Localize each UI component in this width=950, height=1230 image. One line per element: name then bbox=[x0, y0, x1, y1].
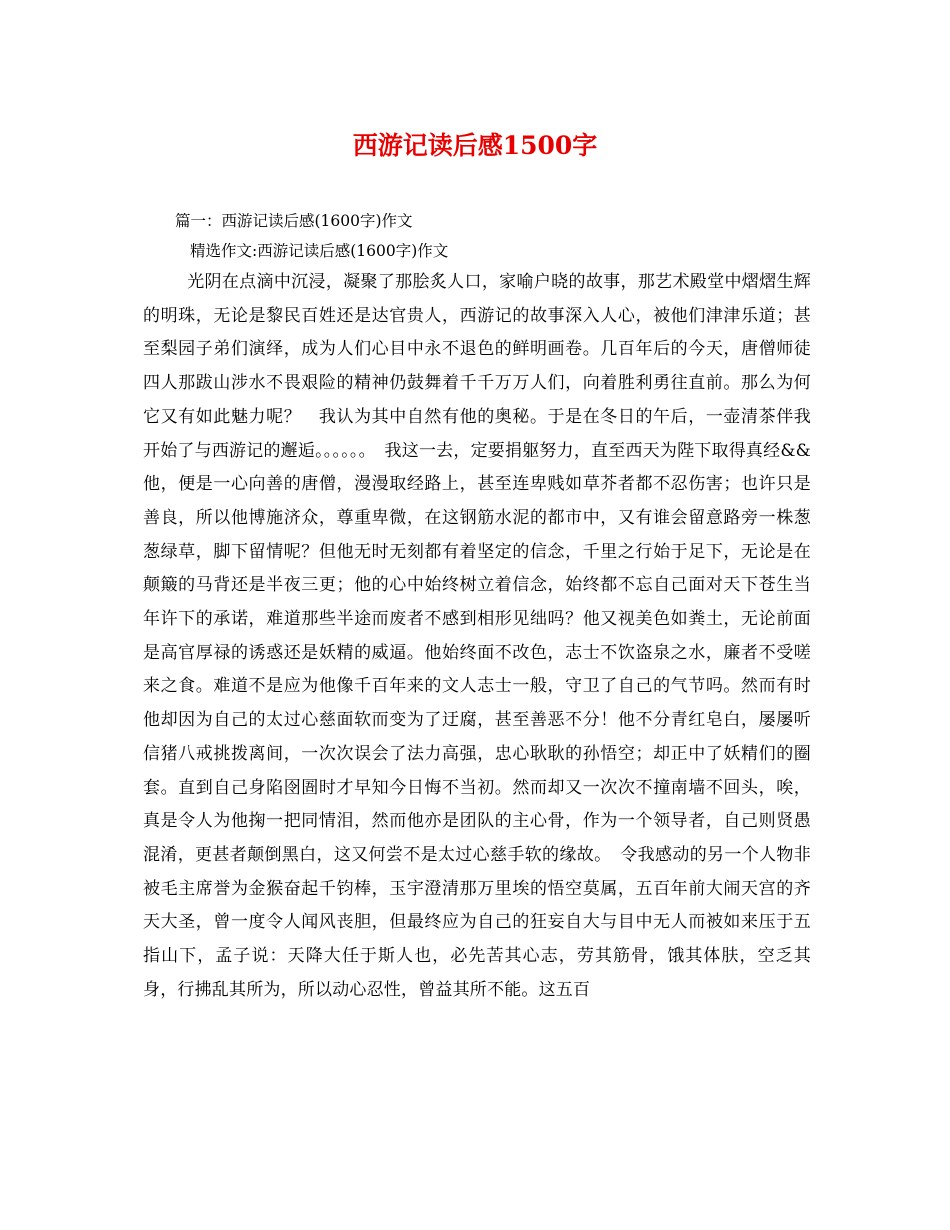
essay-body-paragraph: 光阴在点滴中沉浸，凝聚了那脍炙人口，家喻户晓的故事，那艺术殿堂中熠熠生辉的明珠，无论是黎民百姓还是达官贵人，西游记的故事深入人心，被他们津津乐道；甚至梨园子弟们演绎，成为人们心目中永不退色的鲜明画卷。几百年后的今天，唐僧师徒四人那跋山涉水不畏艰险的精神仍鼓舞着千千万万人们，向着胜利勇往直前。那么为何它又有如此魅力呢？ 我认为其中自然有他的奥秘。于是在冬日的午后，一壶清茶伴我开始了与西游记的邂逅。。。。。。 我这一去，定要捐躯努力，直至西天为陛下取得真经&&他，便是一心向善的唐僧，漫漫取经路上，甚至连卑贱如草芥者都不忍伤害；也许只是善良，所以他博施济众，尊重卑微，在这钢筋水泥的都市中，又有谁会留意路旁一株葱葱绿草，脚下留情呢？但他无时无刻都有着坚定的信念，千里之行始于足下，无论是在颠簸的马背还是半夜三更；他的心中始终树立着信念，始终都不忘自己面对天下苍生当年许下的承诺，难道那些半途而废者不感到相形见绌吗？他又视美色如粪土，无论前面是高官厚禄的诱惑还是妖精的威逼。他始终面不改色，志士不饮盗泉之水，廉者不受嗟来之食。难道不是应为他像千百年来的文人志士一般，守卫了自己的气节吗。然而有时他却因为自己的太过心慈面软而变为了迂腐，甚至善恶不分！他不分青红皂白，屡屡听信猪八戒挑拨离间，一次次误会了法力高强，忠心耿耿的孙悟空；却正中了妖精们的圈套。直到自己身陷囹圄时才早知今日悔不当初。然而却又一次次不撞南墙不回头，唉，真是令人为他掬一把同情泪，然而他亦是团队的主心骨，作为一个领导者，自己则贤愚混淆，更甚者颠倒黑白，这又何尝不是太过心慈手软的缘故。 令我感动的另一个人物非被毛主席誉为金猴奋起千钧棒，玉宇澄清那万里埃的悟空莫属，五百年前大闹天宫的齐天大圣，曾一度令人闻风丧胆，但最终应为自己的狂妄自大与目中无人而被如来压于五指山下，孟子说：天降大任于斯人也，必先苦其心志，劳其筋骨，饿其体肤，空乏其身，行拂乱其所为，所以动心忍性，曾益其所不能。这五百 bbox=[143, 272, 811, 1000]
document-title: 西游记读后感1500字 bbox=[352, 131, 598, 160]
subheading-part-one: 篇一：西游记读后感(1600字)作文 bbox=[175, 212, 413, 230]
subheading-selected-essay: 精选作文:西游记读后感(1600字)作文 bbox=[190, 242, 449, 260]
